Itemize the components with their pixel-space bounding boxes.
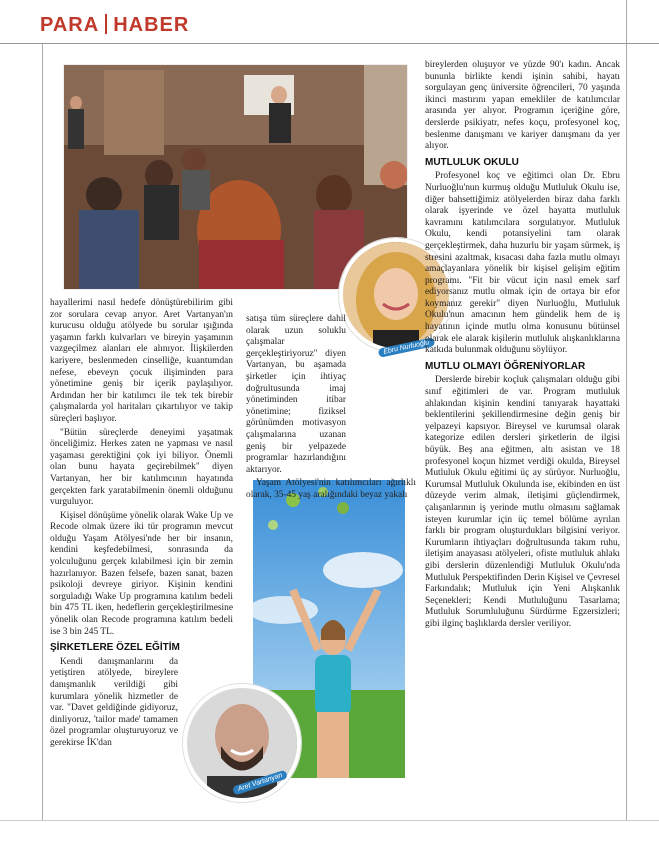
header-divider (105, 14, 107, 34)
col2-paragraph: satışa tüm süreçlere dahil olarak uzun soluklu çalışmalar gerçekleştiriyoruz" diyen Vartanyan, bu aşamada şirketler için ihtiyaç doğrultusunda imaj yönetiminden itibar yönetimine; fiziksel görünümden motivasyon çalışmalarına uzanan geniş bir yelpazede programlar hazırlandığını aktarıyor. (246, 314, 346, 475)
col3-paragraph: Profesyonel koç ve eğitimci olan Dr. Ebru Nurluoğlu'nun kurmuş olduğu Mutluluk Okulu ise, diğer bahsettiğimiz atölyelerden biraz daha farklı olarak işyerinde ve özel hayatta mutluluk kavramını katılımcılara sorgulatıyor. Mutluluk Okulu, kendi potansiyelini tam olarak gerçekleştirmek, daha huzurlu bir yaşam sürmek, iş stresini azaltmak, kısacası daha fazla mutlu olmayı amaçlayanlara yönelik bir kişisel gelişim eğitim programı. "Fit bir vücut için nasıl emek sarf ediyorsanız mutlu olmak için de ortaya bir efor koymanız gerekir" diyen Nurluoğlu, Mutluluk Okulu'nun amacının hem gündelik hem de iş hayatının içinde mutlu olma konusunu bütünsel olarak ele alarak kişilerin mutluluk alışkanlıklarına katkıda bulunmak olduğunu söylüyor. (425, 171, 620, 356)
heading-sirketlere: ŞİRKETLERE ÖZEL EĞİTİM (50, 642, 180, 654)
col1-paragraph: hayallerimi nasıl hedefe dönüştürebilirim gibi zor sorulara cevap arıyor. Aret Vartanyan'ın kurucusu olduğu atölyede bu sorular ışığında yaşamın farklı kulvarları ve bireyin yaşamının vazgeçilmez alanları ele alınıyor. İlişkilerden kariyere, beslenmeden cinselliğe, kuantumdan nefese, ebeveyn çocuk ilişiminden para yönetimine geniş bir içerik paylaşılıyor. Ardından her bir katılımcı ile tek tek birebir çalışmalarda yol haritaları çıkartılıyor ve takip süreçleri başlıyor. (50, 298, 233, 424)
col1-paragraph: "Bütün süreçlerde deneyimi yaşatmak önceliğimiz. Herkes zaten ne yapması ve nasıl yaşaması gerektiğini çok iyi biliyor. Önemli olan bunu hayata geçirebilmek" diyen Vartanyan, her bir katılımcının hayatında gerçekten fark yaratabilmenin önemli olduğunu vurguluyor. (50, 427, 233, 508)
column-1 (50, 298, 233, 752)
right-rule (626, 0, 627, 820)
heading-mutluluk-okulu: MUTLULUK OKULU (425, 156, 519, 168)
heading-mutlu-olmayi: MUTLU OLMAYI ÖĞRENİYORLAR (425, 360, 586, 372)
header-haber: HABER (113, 14, 190, 36)
col1-tail-paragraph: Kendi danışmanlarını da yetiştiren atölyede, bireylere danışmanlık verildiği gibi kurumlara yönelik hizmetler de var. "Davet geldiğinde gidiyoruz, dinliyoruz, 'tailor made' tamamen özel programlar oluşturuyoruz ve gerekirse İK'dan (50, 656, 178, 748)
section-header (40, 14, 189, 42)
header-para: PARA (40, 14, 100, 36)
column-3 (425, 60, 620, 633)
col3-paragraph: Derslerde birebir koçluk çalışmaları olduğu gibi sınıf eğitimleri de var. Program mutluluk ahlakından kişinin kendini tanıyarak hayattaki beklentilerini şekillendirmesine değin geniş bir yelpazeyi kapsıyor. Bireysel ve kurumsal olarak kategorize edilen dersleri şirketlerin de ilgisi büyük. Beş ana eğitmen, altı asistan ve 18 profesyonel koçun hizmet verdiği okulda, Bireysel Mutluluk Okulu eğitimi üç ay sürüyor. Nurluoğlu, Kurumsal Mutluluk Okulunda ise, ekibinden en üst düzeyde verim almak, iletişimi güçlendirmek, çalışanlarının iş yerinde mutlu olmasını sağlamak isteyen kurumlar için üç temel bölüme ayrılan farklı bir program oluşturdukları bilgisini veriyor. Kurumların ihtiyaçları doğrultusunda takım ruhu, iletişim anayasası atölyeleri, ofiste mutluluk ahlakı gibi derslerin düzenlendiği Mutluluk Okulu'nda Mutluluk Perspektifinden Derin Kişisel ve Çevresel Farkındalık; Mutluluk için Yeni Alışkanlık Seçenekleri; Kendi Mutluluğunu Tasarlama; Mutluluk Sorumluluğunu Sürdürme Egzersizleri; gibi ilginç başlıklarda dersler veriliyor. (425, 375, 620, 629)
top-rule (0, 43, 659, 44)
caption-ebru: Ebru Nurluoğlu (378, 337, 435, 358)
col2-paragraph: Yaşam Atölyesi'nin katılımcıları ağırlıklı olarak, 35-45 yaş aralığındaki beyaz yakalı (246, 478, 416, 500)
caption-aret: Aret Vartanyan (232, 770, 288, 796)
column-2 (246, 314, 416, 504)
col1-paragraph: Kişisel dönüşüme yönelik olarak Wake Up ve Recode olmak üzere iki tür programın mevcut olduğu Yaşam Atölyesi'nde her bir insanın, kendini keşfedebilmesi, sonrasında da yolculuğunu gerçek kılabilmesi için bir zemin hazırlanıyor. Bazen felsefe, bazen sanat, bazen psikoloji devreye giriyor. Kişinin kendini sorguladığı Wake Up programına katılım bedeli bin 475 TL iken, hedeflerin gerçekleştirilmesine yönelik olan Recode programına katılım bedeli ise 3 bin 245 TL. (50, 510, 233, 637)
bottom-rule (0, 820, 659, 821)
left-rule (42, 44, 43, 820)
col3-top-paragraph: bireylerden oluşuyor ve yüzde 90'ı kadın. Ancak bununla birlikte kendi işinin sahibi, hayatı sorgulayan genç üniversite öğrencileri, 70 yaşında ikinci mastırını yapan emekliler de katılımcılar arasında yer alıyor. Programın içeriğine göre, derslerde psikiyatr, nefes koçu, profesyonel koç, beslenme danışmanı ve kariyer danışmanı da yer alıyor. (425, 60, 620, 152)
